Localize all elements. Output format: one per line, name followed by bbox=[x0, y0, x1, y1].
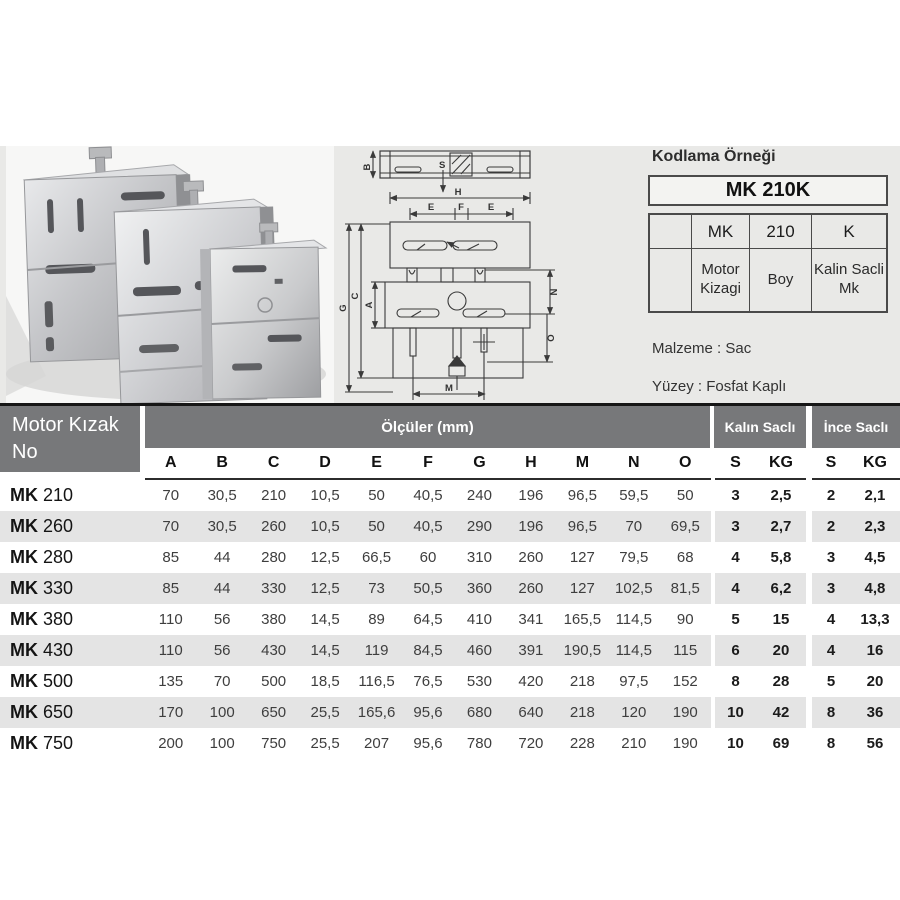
dim-cell: 260 bbox=[505, 573, 556, 604]
dim-cell: 14,5 bbox=[310, 611, 340, 628]
dim-cell: 69,5 bbox=[660, 511, 711, 542]
dim-cell: 56 bbox=[213, 611, 231, 628]
dim-cell: 207 bbox=[364, 735, 390, 752]
dim-cell: 380 bbox=[261, 611, 287, 628]
model-prefix: MK bbox=[10, 702, 38, 722]
coding-example-panel bbox=[648, 148, 896, 395]
table-row bbox=[0, 604, 900, 635]
dim-cell: 56 bbox=[196, 635, 247, 666]
model-cell bbox=[0, 573, 145, 604]
spec-table-header bbox=[0, 406, 900, 480]
dim-cell: 114,5 bbox=[608, 635, 659, 666]
desc-cell-empty bbox=[650, 249, 692, 311]
table-row bbox=[0, 511, 900, 542]
dim-cell: 66,5 bbox=[361, 549, 392, 566]
dim-cell: 96,5 bbox=[557, 511, 608, 542]
dim-label-n: N bbox=[549, 288, 560, 296]
model-number: 260 bbox=[43, 516, 74, 536]
table-row bbox=[0, 697, 900, 728]
thick-kg-cell: 6,2 bbox=[756, 573, 806, 604]
code-cell-mk: MK bbox=[692, 215, 750, 249]
dim-cell: 310 bbox=[466, 549, 492, 566]
model-number: 650 bbox=[43, 702, 74, 722]
col-header-C: C bbox=[248, 448, 299, 480]
dim-cell: 228 bbox=[569, 735, 595, 752]
dim-label-c: C bbox=[350, 292, 361, 300]
dim-cell: 170 bbox=[145, 697, 196, 728]
model-cell bbox=[0, 728, 145, 759]
dim-cell: 95,6 bbox=[413, 735, 443, 752]
dim-cell: 25,5 bbox=[310, 735, 340, 752]
dim-cell: 10,5 bbox=[310, 487, 340, 504]
dim-cell: 360 bbox=[454, 573, 505, 604]
col-header-thick-KG: KG bbox=[756, 448, 806, 480]
dim-cell: 190,5 bbox=[557, 635, 608, 666]
model-prefix: MK bbox=[10, 609, 38, 629]
col-header-B: B bbox=[196, 448, 247, 480]
dim-cell: 260 bbox=[518, 549, 544, 566]
thin-kg-cell: 36 bbox=[850, 697, 900, 728]
model-number: 750 bbox=[43, 733, 74, 753]
thin-s-cell: 8 bbox=[812, 697, 850, 728]
thin-s-cell: 2 bbox=[812, 511, 850, 542]
col-header-N: N bbox=[608, 448, 659, 480]
thick-s-cell: 6 bbox=[715, 635, 756, 666]
col-header-thick-S: S bbox=[715, 448, 756, 480]
thick-s-cell: 3 bbox=[731, 487, 740, 504]
table-row bbox=[0, 635, 900, 666]
dim-label-b: B bbox=[362, 163, 373, 171]
model-cell bbox=[0, 635, 145, 666]
code-cell-k: K bbox=[812, 215, 886, 249]
thin-kg-cell: 13,3 bbox=[860, 611, 890, 628]
dim-cell: 127 bbox=[557, 573, 608, 604]
dim-cell: 330 bbox=[248, 573, 299, 604]
table-row bbox=[0, 728, 900, 759]
dim-cell: 165,6 bbox=[351, 697, 402, 728]
dim-cell: 73 bbox=[351, 573, 402, 604]
model-prefix: MK bbox=[10, 516, 38, 536]
row-header-title: Motor Kızak No bbox=[0, 406, 140, 472]
dim-cell: 50 bbox=[368, 487, 385, 504]
dim-cell: 115 bbox=[660, 635, 711, 666]
col-header-M: M bbox=[557, 448, 608, 480]
dimensions-group-header: Ölçüler (mm) bbox=[145, 406, 710, 448]
dim-cell: 420 bbox=[518, 673, 544, 690]
dim-cell: 152 bbox=[672, 673, 698, 690]
model-prefix: MK bbox=[10, 485, 38, 505]
model-number: 380 bbox=[43, 609, 74, 629]
desc-cell-kalin-sacli: Kalin Sacli Mk bbox=[813, 261, 885, 297]
thick-s-cell: 4 bbox=[731, 549, 740, 566]
dim-cell: 70 bbox=[162, 487, 180, 504]
dim-cell: 341 bbox=[518, 611, 544, 628]
dim-cell: 680 bbox=[454, 697, 505, 728]
dim-cell: 190 bbox=[660, 697, 711, 728]
dim-cell: 210 bbox=[621, 735, 647, 752]
dim-cell: 70 bbox=[145, 511, 196, 542]
dim-cell: 79,5 bbox=[619, 549, 649, 566]
thin-s-cell: 5 bbox=[826, 673, 836, 690]
dim-cell: 240 bbox=[466, 487, 492, 504]
dim-cell: 116,5 bbox=[358, 673, 395, 690]
product-photo bbox=[6, 146, 334, 403]
coding-title: Kodlama Örneği bbox=[652, 148, 776, 165]
dim-cell: 165,5 bbox=[563, 611, 602, 628]
dim-cell: 12,5 bbox=[299, 573, 350, 604]
dim-cell: 720 bbox=[518, 735, 544, 752]
dim-cell: 76,5 bbox=[413, 673, 443, 690]
thin-kg-cell: 2,3 bbox=[850, 511, 900, 542]
motor-bracket-photo bbox=[6, 146, 334, 403]
thick-s-cell: 10 bbox=[715, 697, 756, 728]
dim-label-m: M bbox=[445, 383, 453, 394]
col-header-H: H bbox=[505, 448, 556, 480]
thin-kg-cell: 4,5 bbox=[864, 549, 886, 566]
dimension-drawing bbox=[335, 146, 645, 403]
dim-cell: 127 bbox=[569, 549, 595, 566]
dim-cell: 44 bbox=[213, 549, 231, 566]
col-header-thin-S: S bbox=[812, 448, 850, 480]
dim-cell: 85 bbox=[162, 549, 180, 566]
table-row bbox=[0, 573, 900, 604]
dim-cell: 30,5 bbox=[196, 511, 247, 542]
dim-cell: 89 bbox=[368, 611, 385, 628]
dim-label-h: H bbox=[454, 187, 462, 198]
dim-label-a: A bbox=[364, 301, 375, 309]
dim-cell: 780 bbox=[466, 735, 492, 752]
technical-drawing bbox=[335, 146, 645, 403]
model-cell bbox=[0, 480, 145, 511]
dim-label-e1: E bbox=[427, 202, 435, 213]
dim-cell: 650 bbox=[248, 697, 299, 728]
model-number: 500 bbox=[43, 671, 74, 691]
table-row bbox=[0, 666, 900, 697]
dim-cell: 196 bbox=[518, 487, 544, 504]
dim-cell: 59,5 bbox=[619, 487, 649, 504]
dim-cell: 25,5 bbox=[299, 697, 350, 728]
thick-s-cell: 10 bbox=[727, 735, 744, 752]
coding-breakdown-table bbox=[648, 213, 888, 313]
dim-cell: 290 bbox=[454, 511, 505, 542]
example-code-box: MK 210K bbox=[648, 175, 888, 206]
dim-label-s: S bbox=[439, 160, 446, 171]
dim-cell: 90 bbox=[676, 611, 694, 628]
dim-cell: 10,5 bbox=[299, 511, 350, 542]
spec-table-body bbox=[0, 480, 900, 759]
model-cell bbox=[0, 542, 145, 573]
dim-cell: 430 bbox=[248, 635, 299, 666]
col-header-O: O bbox=[660, 448, 711, 480]
dim-label-g: G bbox=[338, 304, 349, 312]
thick-kg-cell: 2,5 bbox=[770, 487, 792, 504]
dim-cell: 530 bbox=[466, 673, 492, 690]
dim-cell: 50,5 bbox=[402, 573, 453, 604]
model-cell bbox=[0, 666, 145, 697]
dim-cell: 70 bbox=[213, 673, 231, 690]
thick-kg-cell: 2,7 bbox=[756, 511, 806, 542]
spec-table bbox=[0, 403, 900, 759]
dim-cell: 50 bbox=[351, 511, 402, 542]
thick-s-cell: 3 bbox=[715, 511, 756, 542]
dim-cell: 500 bbox=[261, 673, 287, 690]
dim-cell: 120 bbox=[608, 697, 659, 728]
dim-cell: 97,5 bbox=[619, 673, 649, 690]
dim-cell: 110 bbox=[145, 635, 196, 666]
thin-kg-cell: 2,1 bbox=[864, 487, 886, 504]
desc-cell-boy: Boy bbox=[750, 249, 812, 311]
thin-s-cell: 4 bbox=[812, 635, 850, 666]
thin-kg-cell: 56 bbox=[866, 735, 884, 752]
thick-s-cell: 8 bbox=[731, 673, 740, 690]
thick-kg-cell: 28 bbox=[772, 673, 790, 690]
dim-cell: 68 bbox=[676, 549, 694, 566]
col-header-A: A bbox=[145, 448, 196, 480]
thin-kg-cell: 16 bbox=[850, 635, 900, 666]
dim-cell: 280 bbox=[261, 549, 287, 566]
dim-cell: 210 bbox=[261, 487, 287, 504]
model-prefix: MK bbox=[10, 671, 38, 691]
dim-cell: 14,5 bbox=[299, 635, 350, 666]
code-cell-210: 210 bbox=[750, 215, 812, 249]
dim-cell: 200 bbox=[158, 735, 184, 752]
model-prefix: MK bbox=[10, 547, 38, 567]
dim-cell: 135 bbox=[158, 673, 184, 690]
material-note: Malzeme : Sac bbox=[652, 340, 752, 357]
dim-cell: 85 bbox=[145, 573, 196, 604]
dim-cell: 391 bbox=[505, 635, 556, 666]
dim-cell: 218 bbox=[557, 697, 608, 728]
dim-cell: 44 bbox=[196, 573, 247, 604]
thick-kg-cell: 15 bbox=[772, 611, 790, 628]
thin-sheet-group-header: İnce Saclı bbox=[812, 406, 900, 448]
dim-cell: 410 bbox=[466, 611, 492, 628]
code-cell-empty bbox=[650, 215, 692, 249]
dim-cell: 100 bbox=[196, 697, 247, 728]
model-number: 280 bbox=[43, 547, 74, 567]
col-header-E: E bbox=[351, 448, 402, 480]
dim-cell: 50 bbox=[676, 487, 694, 504]
top-info-band bbox=[0, 146, 900, 403]
dim-cell: 640 bbox=[505, 697, 556, 728]
dim-cell: 100 bbox=[209, 735, 235, 752]
model-prefix: MK bbox=[10, 733, 38, 753]
thin-s-cell: 4 bbox=[826, 611, 836, 628]
surface-note: Yüzey : Fosfat Kaplı bbox=[652, 378, 787, 395]
dim-cell: 102,5 bbox=[608, 573, 659, 604]
col-header-G: G bbox=[454, 448, 505, 480]
dim-cell: 114,5 bbox=[615, 611, 653, 628]
model-prefix: MK bbox=[10, 578, 38, 598]
dim-label-o: O bbox=[546, 334, 557, 342]
col-header-thin-KG: KG bbox=[850, 448, 900, 480]
dim-cell: 30,5 bbox=[207, 487, 237, 504]
dim-cell: 40,5 bbox=[402, 511, 453, 542]
desc-cell-motor-kizagi: Motor Kizagi bbox=[692, 249, 750, 311]
thick-s-cell: 5 bbox=[731, 611, 740, 628]
dim-cell: 218 bbox=[569, 673, 595, 690]
thick-sheet-group-header: Kalın Saclı bbox=[714, 406, 806, 448]
dim-cell: 70 bbox=[608, 511, 659, 542]
thick-kg-cell: 5,8 bbox=[770, 549, 792, 566]
dim-cell: 95,6 bbox=[402, 697, 453, 728]
thin-s-cell: 3 bbox=[826, 549, 836, 566]
dim-cell: 64,5 bbox=[413, 611, 443, 628]
col-header-F: F bbox=[402, 448, 453, 480]
table-row bbox=[0, 542, 900, 573]
dim-cell: 18,5 bbox=[310, 673, 340, 690]
thick-s-cell: 4 bbox=[715, 573, 756, 604]
dim-cell: 40,5 bbox=[413, 487, 443, 504]
dim-cell: 750 bbox=[261, 735, 287, 752]
thick-kg-cell: 69 bbox=[772, 735, 790, 752]
model-cell bbox=[0, 604, 145, 635]
thick-kg-cell: 20 bbox=[756, 635, 806, 666]
thin-kg-cell: 20 bbox=[866, 673, 884, 690]
model-cell bbox=[0, 511, 145, 542]
model-prefix: MK bbox=[10, 640, 38, 660]
dim-cell: 110 bbox=[158, 611, 183, 628]
col-header-D: D bbox=[299, 448, 350, 480]
dim-cell: 81,5 bbox=[660, 573, 711, 604]
model-number: 430 bbox=[43, 640, 74, 660]
thin-s-cell: 2 bbox=[826, 487, 836, 504]
dim-cell: 84,5 bbox=[402, 635, 453, 666]
model-cell bbox=[0, 697, 145, 728]
thick-kg-cell: 42 bbox=[756, 697, 806, 728]
column-header-spacer bbox=[0, 448, 145, 480]
dim-cell: 190 bbox=[672, 735, 698, 752]
dim-cell: 260 bbox=[248, 511, 299, 542]
column-letters-row bbox=[0, 448, 900, 480]
thin-s-cell: 8 bbox=[826, 735, 836, 752]
dim-cell: 12,5 bbox=[310, 549, 340, 566]
dim-cell: 96,5 bbox=[567, 487, 597, 504]
dim-cell: 60 bbox=[419, 549, 437, 566]
thin-s-cell: 3 bbox=[812, 573, 850, 604]
model-number: 330 bbox=[43, 578, 74, 598]
model-number: 210 bbox=[43, 485, 74, 505]
dim-cell: 196 bbox=[505, 511, 556, 542]
dim-label-f: F bbox=[458, 202, 464, 213]
thin-kg-cell: 4,8 bbox=[850, 573, 900, 604]
dim-label-e2: E bbox=[487, 202, 495, 213]
dim-cell: 119 bbox=[351, 635, 402, 666]
dim-cell: 460 bbox=[454, 635, 505, 666]
table-row bbox=[0, 480, 900, 511]
